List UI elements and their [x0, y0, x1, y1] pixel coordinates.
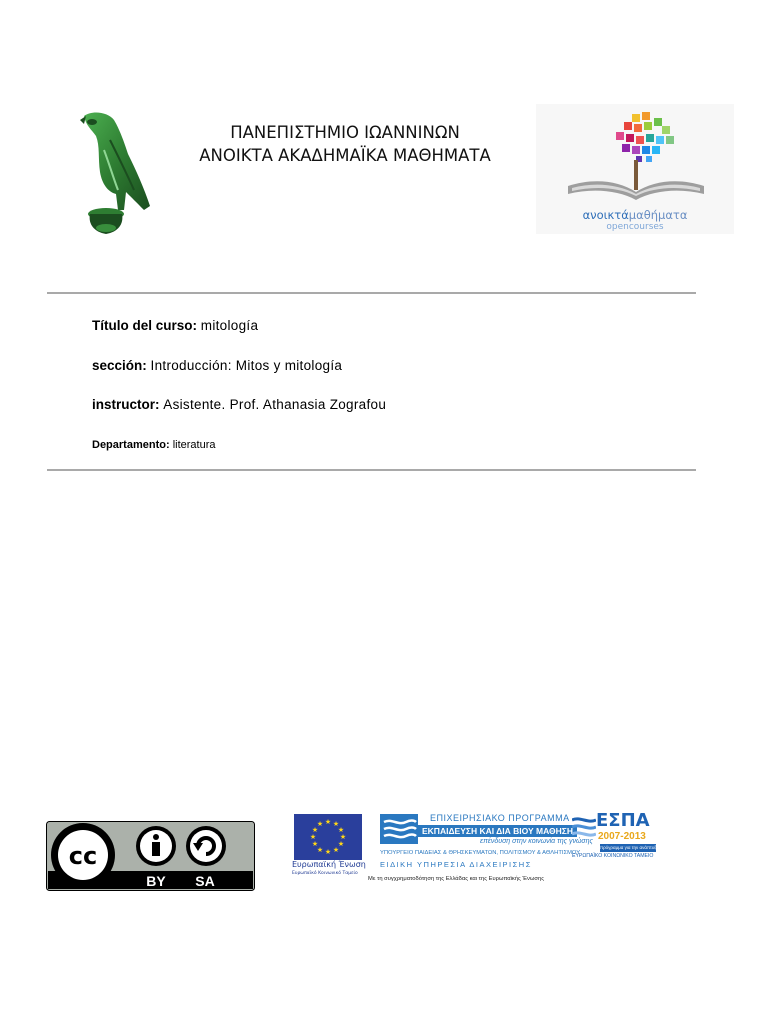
program-line-1: ΕΠΙΧΕΙΡΗΣΙΑΚΟ ΠΡΟΓΡΑΜΜΑ [430, 813, 570, 823]
section-value: Introducción: Mitos y mitología [150, 358, 343, 373]
instructor-row [92, 397, 386, 412]
university-title [160, 121, 530, 167]
svg-text:★: ★ [337, 840, 345, 848]
department-label: Departamento: [92, 439, 170, 451]
by-label: BY [146, 873, 166, 889]
top-divider [47, 292, 696, 294]
instructor-label: instructor: [92, 397, 160, 412]
course-title-label: Título del curso: [92, 318, 198, 333]
open-courses-logo [536, 104, 734, 234]
program-mark-icon [380, 814, 418, 844]
program-line-2: ΕΚΠΑΙΔΕΥΣΗ ΚΑΙ ΔΙΑ ΒΙΟΥ ΜΑΘΗΣΗ [418, 825, 577, 837]
cc-by-sa-license-badge[interactable] [46, 821, 255, 891]
open-courses-subtitle: opencourses [606, 222, 664, 232]
svg-text:★: ★ [339, 833, 347, 841]
espa-fund-label: ΕΥΡΩΠΑΪΚΟ ΚΟΙΝΩΝΙΚΟ ΤΑΜΕΙΟ [572, 853, 654, 859]
eu-social-fund-label: Ευρωπαϊκό Κοινωνικό Ταμείο [292, 871, 358, 876]
attribution-icon [153, 834, 159, 840]
university-name: ΠΑΝΕΠΙΣΤΗΜΙΟ ΙΩΑΝΝΙΝΩΝ [230, 123, 460, 142]
eu-flag-icon [294, 814, 362, 860]
svg-text:★: ★ [309, 833, 317, 841]
program-line-5: ΕΙΔΙΚΗ ΥΠΗΡΕΣΙΑ ΔΙΑΧΕΙΡΙΣΗΣ [380, 860, 532, 869]
funding-logos-bar [290, 808, 660, 892]
section-label: sección: [92, 358, 147, 373]
svg-text:★: ★ [311, 840, 319, 848]
cofunding-note: Με τη συγχρηματοδότηση της Ελλάδας και της Ευρωπαϊκής Ένωσης [368, 876, 545, 882]
svg-text:★: ★ [316, 846, 324, 854]
svg-text:★: ★ [332, 846, 340, 854]
svg-text:★: ★ [324, 818, 332, 826]
open-courses-wordmark [536, 208, 734, 222]
bottom-divider [47, 469, 696, 471]
university-owl-emblem [78, 110, 156, 238]
sa-label: SA [195, 873, 215, 889]
open-courses-title: ΑΝΟΙΚΤΑ ΑΚΑΔΗΜΑΪΚΑ ΜΑΘΗΜΑΤΑ [199, 146, 491, 165]
course-title-row [92, 318, 258, 333]
department-row [92, 439, 215, 451]
program-line-4: ΥΠΟΥΡΓΕΙΟ ΠΑΙΔΕΙΑΣ & ΘΡΗΣΚΕΥΜΑΤΩΝ, ΠΟΛΙΤΙΣΜΟΥ & ΑΘΛΗΤΙΣΜΟΥ [380, 850, 581, 856]
espa-stripes-icon [572, 816, 596, 842]
instructor-value: Asistente. Prof. Athanasia Zografou [163, 397, 387, 412]
wordmark-rest: μαθήματα [628, 208, 688, 222]
section-row [92, 358, 342, 373]
espa-wordmark: ΕΣΠΑ [596, 810, 650, 831]
svg-text:★: ★ [332, 820, 340, 828]
course-title-value: mitología [200, 318, 259, 333]
eu-label: Ευρωπαϊκή Ένωση [292, 860, 366, 869]
svg-text:★: ★ [337, 826, 345, 834]
svg-text:★: ★ [324, 848, 332, 856]
wordmark-bold: ανοικτά [582, 208, 629, 222]
cc-text: cc [68, 842, 98, 870]
department-value: literatura [172, 439, 216, 451]
svg-text:★: ★ [316, 820, 324, 828]
espa-years: 2007-2013 [598, 831, 646, 842]
espa-tagline: πρόγραμμα για την ανάπτυξη [600, 845, 659, 850]
svg-text:★: ★ [311, 826, 319, 834]
tree-book-icon [562, 108, 712, 208]
program-line-3: επένδυση στην κοινωνία της γνώσης [480, 838, 593, 845]
